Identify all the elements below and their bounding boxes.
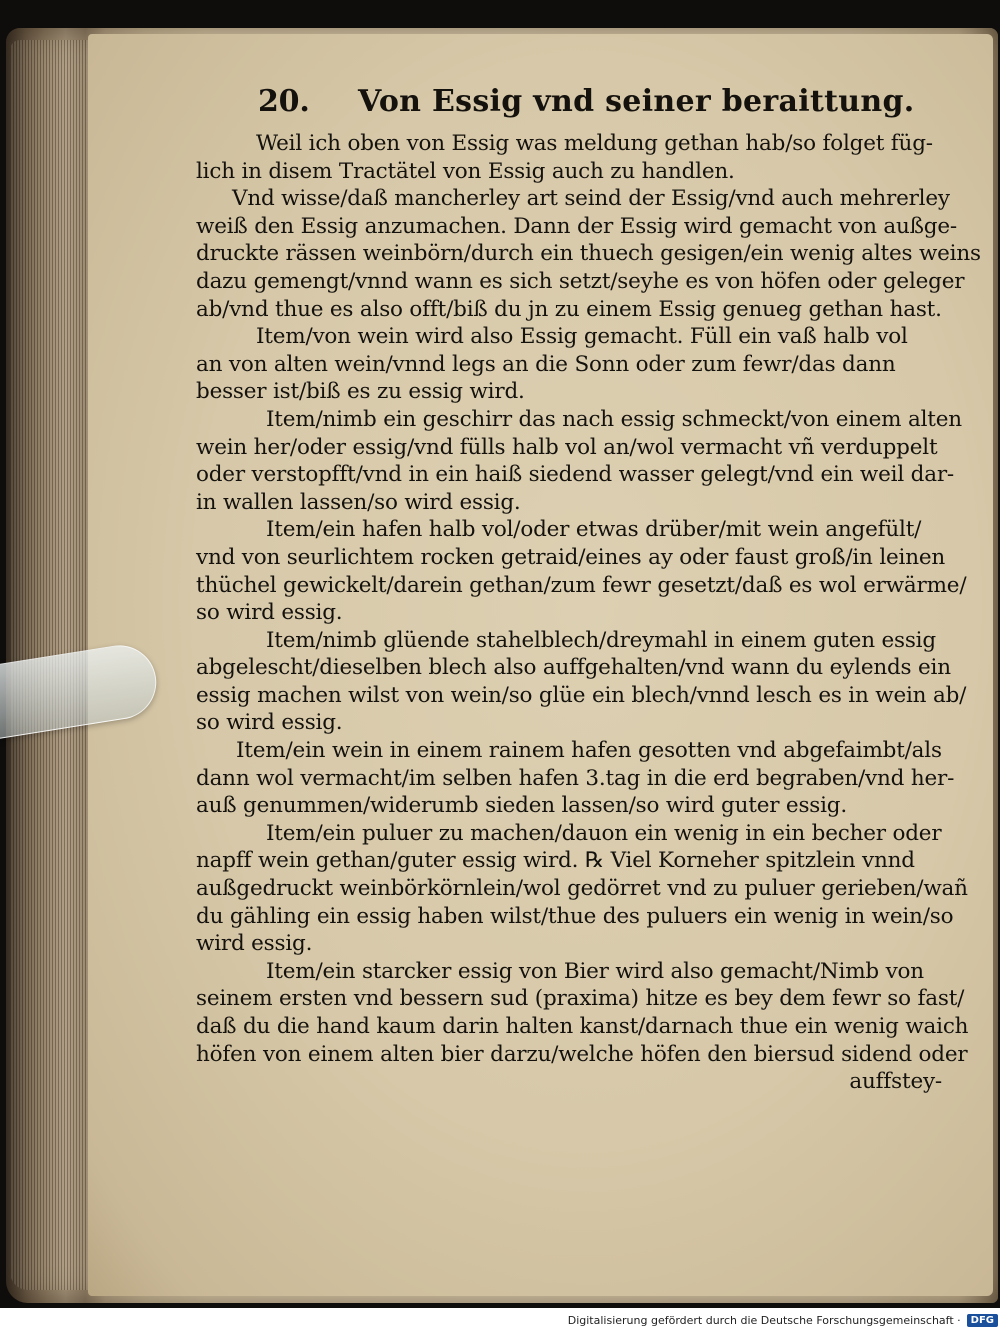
text-line: Item/nimb ein geschirr das nach essig schmeckt/von einem alten bbox=[266, 406, 962, 432]
text-line: wein her/oder essig/vnd fülls halb vol an/wol vermacht vñ verduppelt bbox=[196, 434, 938, 460]
text-line: Item/ein hafen halb vol/oder etwas drüber/mit wein angefült/ bbox=[266, 517, 922, 543]
text-line: lich in disem Tractätel von Essig auch zu handlen. bbox=[196, 158, 735, 184]
text-line: Vnd wisse/daß mancherley art seind der Essig/vnd auch mehrerley bbox=[232, 186, 950, 212]
text-line: wird essig. bbox=[196, 931, 313, 957]
body-text bbox=[196, 130, 981, 1096]
text-line: höfen von einem alten bier darzu/welche höfen den biersud sidend oder bbox=[196, 1041, 968, 1067]
text-line: an von alten wein/vnnd legs an die Sonn oder zum fewr/das dann bbox=[196, 351, 896, 377]
text-line: so wird essig. bbox=[196, 710, 343, 736]
text-line: essig machen wilst von wein/so glüe ein blech/vnnd lesch es in wein ab/ bbox=[196, 682, 967, 708]
text-line: abgelescht/dieselben blech also auffgehalten/vnd wann du eylends ein bbox=[196, 655, 951, 681]
text-line: Item/von wein wird also Essig gemacht. Füll ein vaß halb vol bbox=[256, 324, 908, 350]
text-line: Item/ein starcker essig von Bier wird also gemacht/Nimb von bbox=[266, 958, 924, 984]
text-line: außgedruckt weinbörkörnlein/wol gedörret vnd zu puluer gerieben/wañ bbox=[196, 876, 968, 902]
text-line: thüchel gewickelt/darein gethan/zum fewr gesetzt/daß es wol erwärme/ bbox=[196, 572, 967, 598]
text-line: in wallen lassen/so wird essig. bbox=[196, 489, 521, 515]
text-line: du gähling ein essig haben wilst/thue des puluers ein wenig in wein/so bbox=[196, 903, 954, 929]
text-line: vnd von seurlichtem rocken getraid/eines ay oder faust groß/in leinen bbox=[196, 544, 946, 570]
text-line: besser ist/biß es zu essig wird. bbox=[196, 379, 525, 405]
running-head bbox=[258, 84, 956, 124]
text-line: so wird essig. bbox=[196, 600, 343, 626]
text-line: ab/vnd thue es also offt/biß du jn zu einem Essig genueg gethan hast. bbox=[196, 296, 942, 322]
text-line: napff wein gethan/guter essig wird. ℞ Viel Korneher spitzlein vnnd bbox=[196, 848, 915, 874]
text-line: dazu gemengt/vnnd wann es sich setzt/seyhe es von höfen oder geleger bbox=[196, 268, 965, 294]
text-line: daß du die hand kaum darin halten kanst/darnach thue ein wenig waich bbox=[196, 1014, 969, 1039]
text-line: weiß den Essig anzumachen. Dann der Essig wird gemacht von außge- bbox=[196, 213, 957, 239]
text-line: oder verstopfft/vnd in ein haiß siedend wasser gelegt/vnd ein weil dar- bbox=[196, 462, 954, 488]
running-title: Von Essig vnd seiner beraittung. bbox=[358, 84, 915, 119]
text-line: dann wol vermacht/im selben hafen 3.tag in die erd begraben/vnd her- bbox=[196, 765, 955, 791]
funding-footer bbox=[0, 1308, 1000, 1332]
text-line: auß genummen/widerumb sieden lassen/so wird guter essig. bbox=[196, 793, 847, 819]
text-block bbox=[196, 84, 981, 1096]
text-line: Weil ich oben von Essig was meldung gethan hab/so folget füg- bbox=[256, 131, 933, 156]
footer-credit: Digitalisierung gefördert durch die Deutsche Forschungsgemeinschaft · bbox=[567, 1313, 961, 1327]
page-number: 20. bbox=[258, 84, 310, 119]
text-line: Item/nimb glüende stahelblech/dreymahl in einem guten essig bbox=[266, 627, 936, 653]
dfg-logo: DFG bbox=[967, 1314, 998, 1327]
text-line: Item/ein puluer zu machen/dauon ein wenig in ein becher oder bbox=[266, 820, 942, 846]
catchword: auffstey- bbox=[849, 1069, 942, 1095]
text-line: seinem ersten vnd bessern sud (praxima) hitze es bey dem fewr so fast/ bbox=[196, 986, 965, 1012]
text-line: druckte rässen weinbörn/durch ein thuech gesigen/ein wenig altes weins bbox=[196, 241, 981, 267]
text-line: Item/ein wein in einem rainem hafen gesotten vnd abgefaimbt/als bbox=[236, 738, 942, 764]
